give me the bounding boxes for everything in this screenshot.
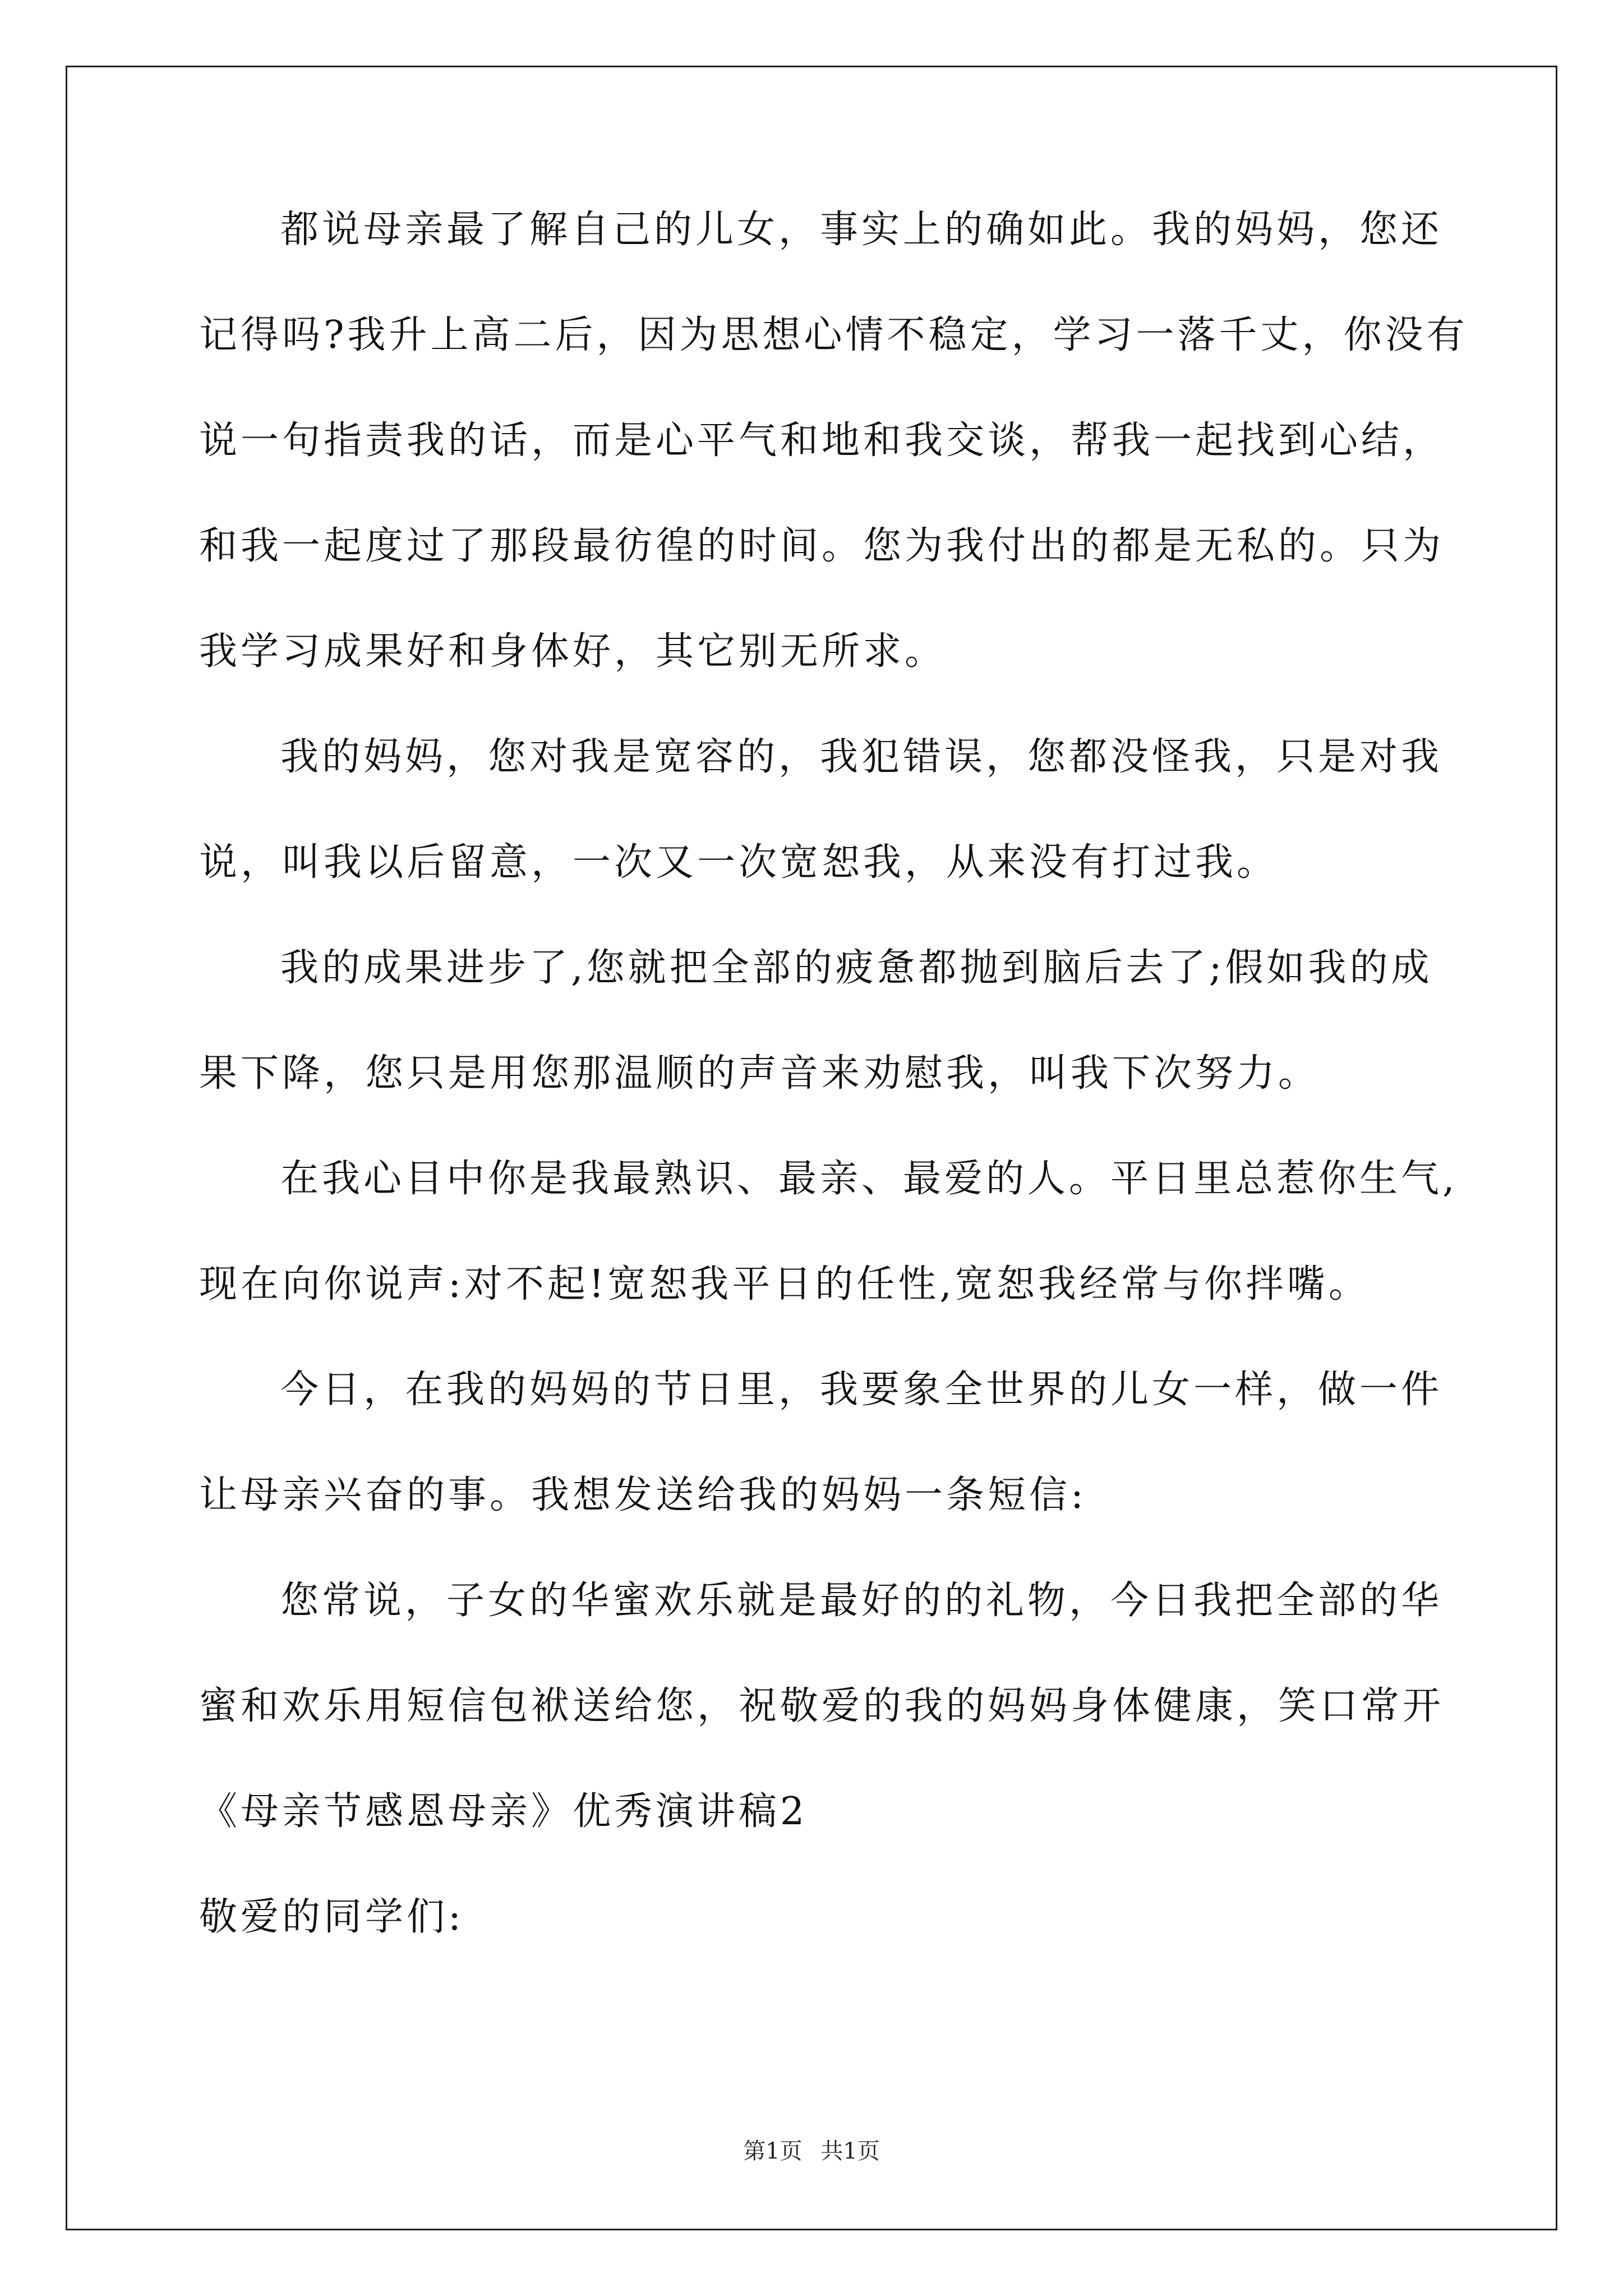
paragraph-6-line-1: 您常说，子女的华蜜欢乐就是最好的的礼物，今日我把全部的华 (280, 1579, 1443, 1623)
page-number: 第1页 (743, 2138, 803, 2164)
paragraph-2-line-1: 我的妈妈，您对我是宽容的，我犯错误，您都没怪我，只是对我 (280, 735, 1443, 779)
paragraph-4-line-2: 现在向你说声:对不起!宽恕我平日的任性,宽恕我经常与你拌嘴。 (199, 1262, 1370, 1306)
page-footer (0, 2137, 1623, 2165)
paragraph-1-line-4: 和我一起度过了那段最彷徨的时间。您为我付出的都是无私的。只为 (199, 524, 1445, 568)
paragraph-1-line-5: 我学习成果好和身体好，其它别无所求。 (199, 629, 947, 674)
paragraph-1-line-3: 说一句指责我的话，而是心平气和地和我交谈，帮我一起找到心结， (199, 418, 1445, 463)
page-total: 共1页 (820, 2138, 880, 2164)
paragraph-3-line-2: 果下降，您只是用您那温顺的声音来劝慰我，叫我下次努力。 (199, 1051, 1320, 1096)
paragraph-3-line-1: 我的成果进步了,您就把全部的疲惫都抛到脑后去了;假如我的成 (280, 946, 1433, 990)
paragraph-6-line-2: 蜜和欢乐用短信包袱送给您，祝敬爱的我的妈妈身体健康，笑口常开 (199, 1684, 1445, 1728)
paragraph-5-line-1: 今日，在我的妈妈的节日里，我要象全世界的儿女一样，做一件 (280, 1368, 1443, 1412)
paragraph-5-line-2: 让母亲兴奋的事。我想发送给我的妈妈一条短信: (199, 1473, 1087, 1517)
paragraph-2-line-2: 说，叫我以后留意，一次又一次宽恕我，从来没有打过我。 (199, 840, 1279, 885)
salutation: 敬爱的同学们: (199, 1895, 464, 1939)
paragraph-1-line-1: 都说母亲最了解自己的儿女，事实上的确如此。我的妈妈，您还 (280, 208, 1443, 252)
section-heading: 《母亲节感恩母亲》优秀演讲稿2 (199, 1789, 808, 1834)
paragraph-1-line-2: 记得吗?我升上高二后，因为思想心情不稳定，学习一落千丈，你没有 (199, 313, 1468, 357)
paragraph-4-line-1: 在我心目中你是我最熟识、最亲、最爱的人。平日里总惹你生气, (280, 1157, 1458, 1201)
